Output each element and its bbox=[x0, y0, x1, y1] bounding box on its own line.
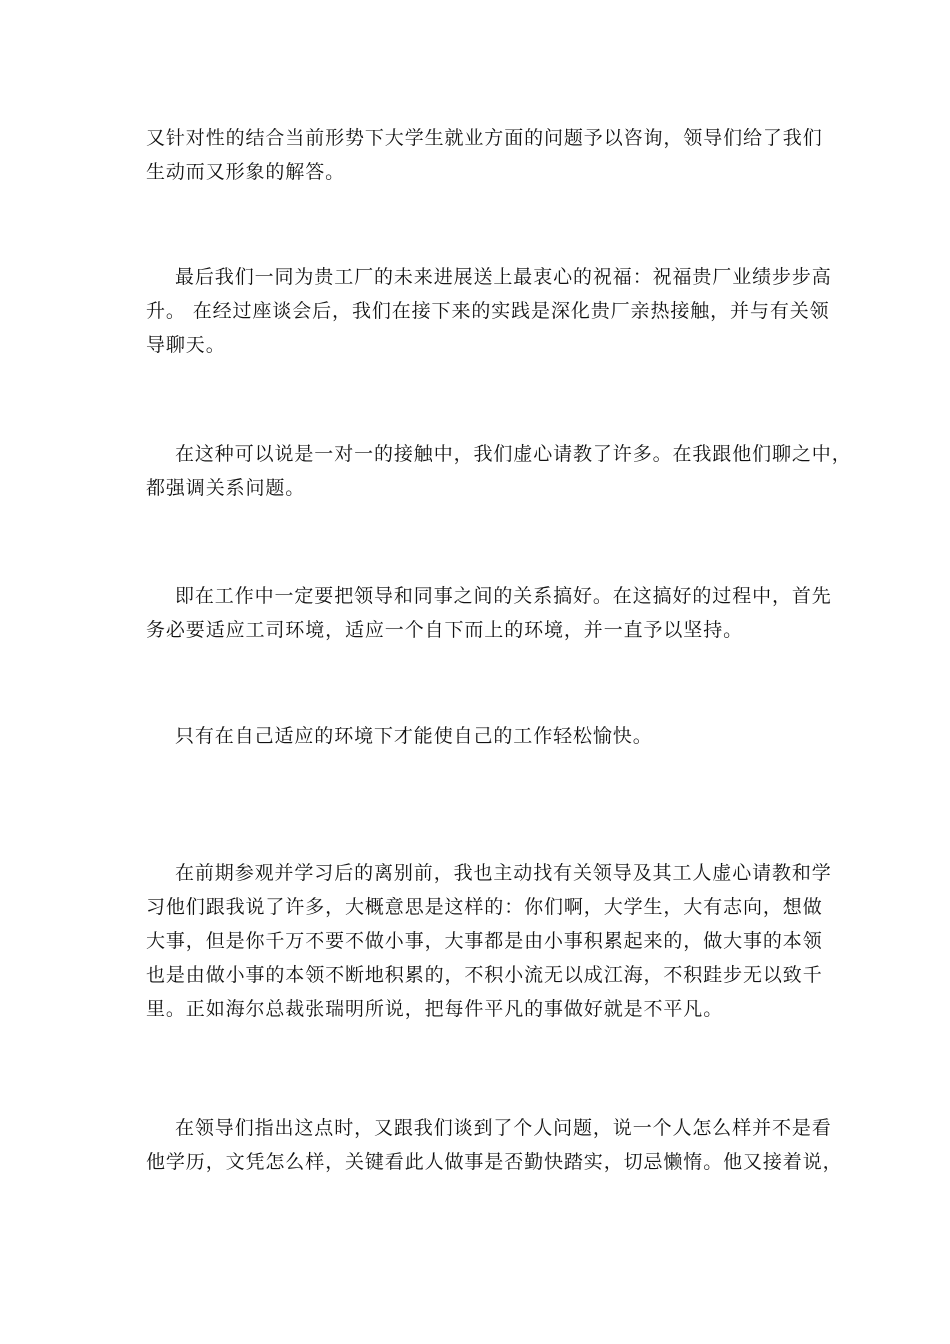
paragraph-line: 习他们跟我说了许多，大概意思是这样的：你们啊，大学生，大有志向，想做 bbox=[146, 896, 823, 918]
paragraph-line: 生动而又形象的解答。 bbox=[146, 161, 346, 183]
paragraph-line: 在前期参观并学习后的离别前，我也主动找有关领导及其工人虚心请教和学 bbox=[175, 862, 832, 884]
paragraph-line: 又针对性的结合当前形势下大学生就业方面的问题予以咨询，领导们给了我们 bbox=[146, 127, 823, 149]
paragraph-line: 也是由做小事的本领不断地积累的，不积小流无以成江海，不积跬步无以致千 bbox=[146, 964, 823, 986]
paragraph-small-things bbox=[146, 856, 832, 1026]
paragraph-personal-issues bbox=[146, 1111, 843, 1179]
paragraph-one-on-one bbox=[146, 437, 852, 505]
paragraph-relationships bbox=[146, 579, 832, 647]
paragraph-line: 大事，但是你千万不要不做小事，大事都是由小事积累起来的，做大事的本领 bbox=[146, 930, 823, 952]
paragraph-line: 最后我们一同为贵工厂的未来进展送上最衷心的祝福：祝福贵厂业绩步步高 bbox=[175, 266, 832, 288]
paragraph-blessing bbox=[146, 260, 832, 362]
paragraph-continuation-consulting bbox=[146, 121, 823, 189]
paragraph-line: 升。 在经过座谈会后，我们在接下来的实践是深化贵厂亲热接触，并与有关领 bbox=[146, 300, 830, 322]
paragraph-line: 导聊天。 bbox=[146, 334, 226, 356]
paragraph-line: 都强调关系问题。 bbox=[146, 477, 306, 499]
paragraph-line: 里。正如海尔总裁张瑞明所说，把每件平凡的事做好就是不平凡。 bbox=[146, 998, 724, 1020]
paragraph-line: 在领导们指出这点时，又跟我们谈到了个人问题，说一个人怎么样并不是看 bbox=[175, 1117, 832, 1139]
paragraph-line: 务必要适应工司环境，适应一个自下而上的环境，并一直予以坚持。 bbox=[146, 619, 744, 641]
paragraph-line: 只有在自己适应的环境下才能使自己的工作轻松愉快。 bbox=[175, 725, 653, 747]
paragraph-line: 在这种可以说是一对一的接触中，我们虚心请教了许多。在我跟他们聊之中， bbox=[175, 443, 852, 465]
paragraph-line: 即在工作中一定要把领导和同事之间的关系搞好。在这搞好的过程中，首先 bbox=[175, 585, 832, 607]
paragraph-environment bbox=[146, 719, 811, 753]
paragraph-line: 他学历，文凭怎么样，关键看此人做事是否勤快踏实，切忌懒惰。他又接着说， bbox=[146, 1151, 843, 1173]
